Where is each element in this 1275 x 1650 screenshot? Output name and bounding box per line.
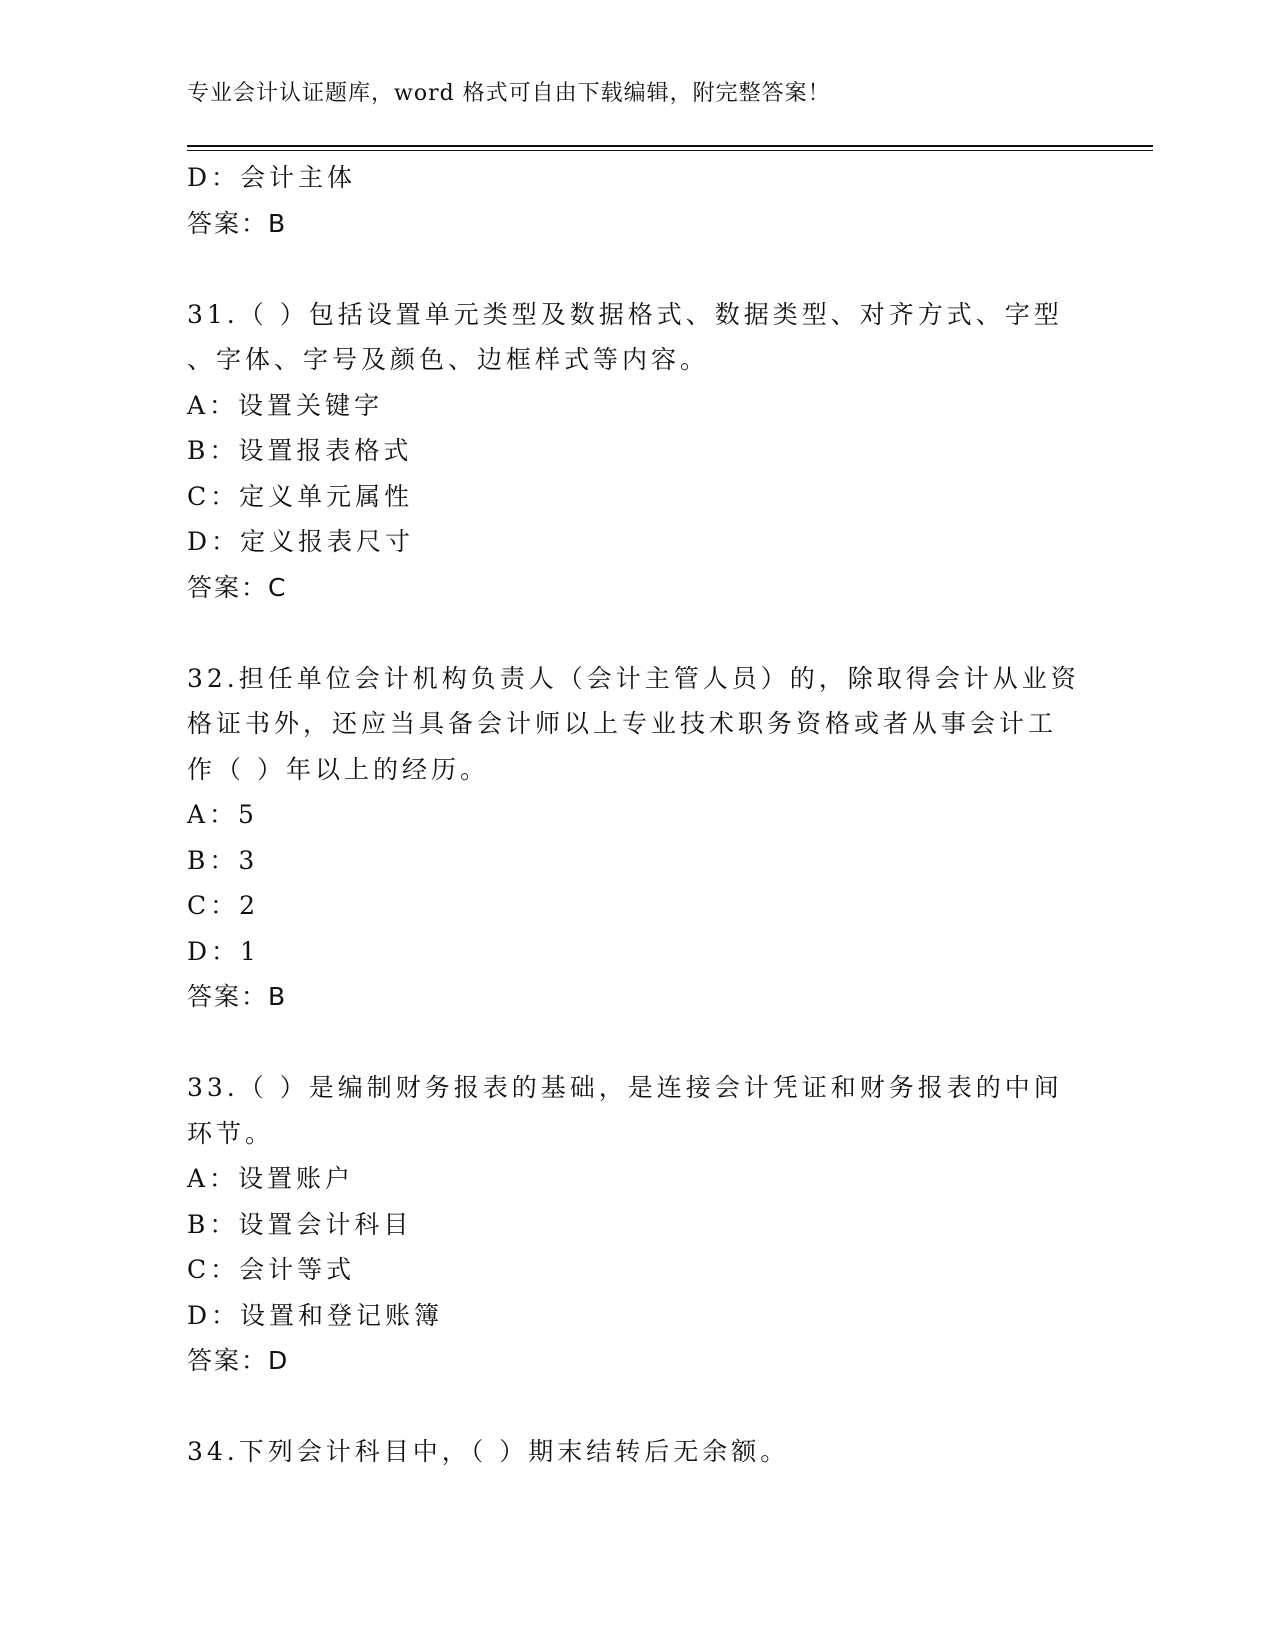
page-header: 专业会计认证题库，word 格式可自由下载编辑，附完整答案！ [187, 81, 831, 106]
question-33-line-2: 环节。 [187, 1118, 275, 1148]
question-33-option-d: D：设置和登记账簿 [187, 1300, 444, 1330]
spacer [187, 1384, 1087, 1430]
prev-option-d: D：会计主体 [187, 163, 357, 192]
question-33-option-a: A：设置账户 [187, 1164, 355, 1193]
question-33-line-1: 33.（ ）是编制财务报表的基础，是连接会计凭证和财务报表的中间 [187, 1073, 1063, 1102]
question-31-option-b: B：设置报表格式 [187, 436, 413, 465]
question-32-option-a: A：5 [187, 800, 258, 829]
question-31-option-a: A：设置关键字 [187, 390, 384, 420]
header-rule-thin [187, 150, 1153, 151]
spacer [187, 610, 1087, 656]
question-32-line-1: 32.担任单位会计机构负责人（会计主管人员）的，除取得会计从业资 [187, 663, 1080, 693]
question-32-answer: 答案：B [187, 982, 288, 1011]
question-32-option-b: B：3 [187, 845, 259, 875]
spacer [187, 246, 1087, 292]
question-31-line-2: 、字体、字号及颜色、边框样式等内容。 [187, 345, 710, 374]
question-32-option-d: D：1 [187, 936, 260, 966]
prev-answer: 答案：B [187, 208, 288, 238]
question-31-option-c: C：定义单元属性 [187, 481, 414, 511]
question-32-option-c: C：2 [187, 891, 260, 920]
header-rule-thick [187, 145, 1153, 147]
question-31-answer: 答案：C [187, 572, 288, 602]
question-31-line-1: 31.（ ）包括设置单元类型及数据格式、数据类型、对齐方式、字型 [187, 299, 1063, 329]
question-33-option-c: C：会计等式 [187, 1255, 356, 1284]
question-33-option-b: B：设置会计科目 [187, 1209, 413, 1239]
question-34-line-1: 34.下列会计科目中，（ ）期末结转后无余额。 [187, 1437, 790, 1466]
question-32-line-3: 作（ ）年以上的经历。 [187, 754, 489, 784]
question-content [187, 155, 1087, 1475]
spacer [187, 1020, 1087, 1066]
question-31-option-d: D：定义报表尺寸 [187, 527, 415, 556]
question-32-line-2: 格证书外，还应当具备会计师以上专业技术职务资格或者从事会计工 [187, 709, 1058, 738]
question-33-answer: 答案：D [187, 1346, 290, 1375]
